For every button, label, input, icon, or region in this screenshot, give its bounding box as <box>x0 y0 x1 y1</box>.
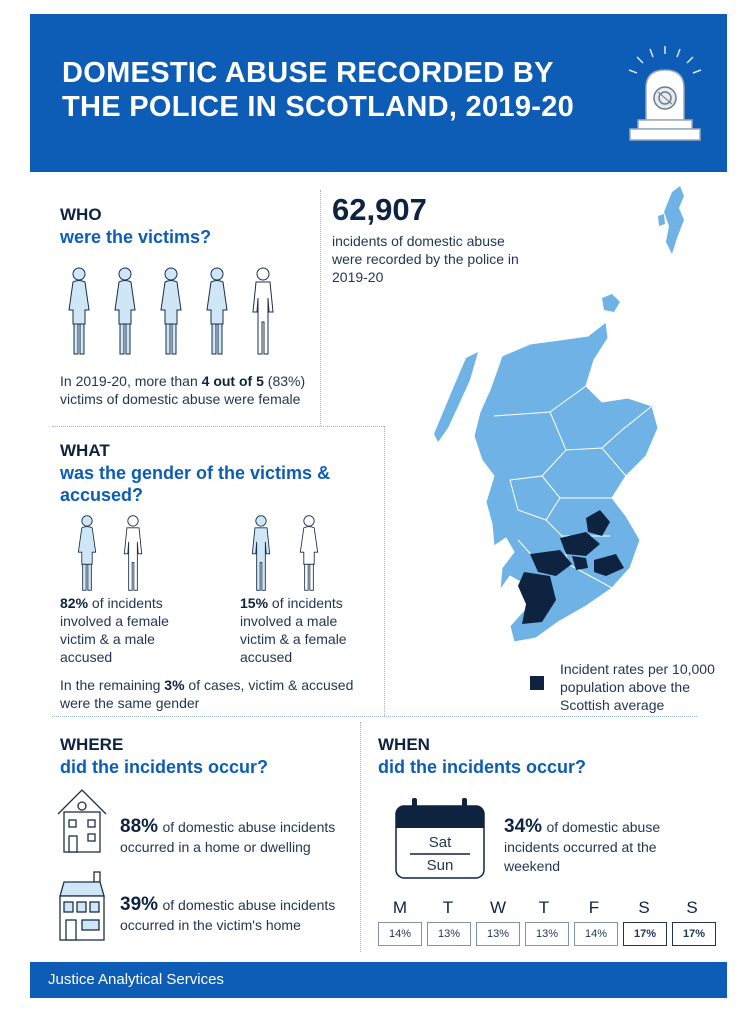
weekend-pct: 34% <box>504 816 543 837</box>
footer-bar <box>30 962 727 998</box>
map-legend-text: Incident rates per 10,000 population above the Scottish average <box>560 661 715 713</box>
female-figure-icon <box>296 514 322 592</box>
calendar-top-label: Sat <box>428 834 452 851</box>
header-banner <box>30 14 727 172</box>
siren-icon <box>620 40 710 152</box>
same-gender-post: of cases, victim & accused were the same gender <box>60 677 354 711</box>
same-gender-pre: In the remaining <box>60 677 165 693</box>
who-text <box>60 372 310 408</box>
day-percent-box: 17% <box>672 922 716 946</box>
day-letter: T <box>538 898 550 917</box>
what-subheading: was the gender of the victims & accused? <box>60 463 331 505</box>
victim-home-text: of domestic abuse incidents occurred in the victim's home <box>120 897 336 933</box>
scotland-map <box>390 180 720 650</box>
page-title: DOMESTIC ABUSE RECORDED BY THE POLICE IN SCOTLAND, 2019-20 <box>62 57 575 123</box>
male-figure-icon <box>248 266 278 356</box>
day-percent-box: 13% <box>525 922 569 946</box>
day-letter: S <box>686 898 698 917</box>
who-text-pre: In 2019-20, more than <box>60 373 202 389</box>
what-heading <box>60 440 360 506</box>
weekend-stat <box>504 816 714 876</box>
who-text-post: (83%) victims of domestic abuse were female <box>60 373 306 407</box>
when-heading-label: WHEN <box>378 735 430 754</box>
map-region-western-isles <box>434 352 478 442</box>
where-heading-label: WHERE <box>60 735 124 754</box>
divider-vertical-top <box>320 190 321 426</box>
legend-swatch <box>530 676 544 690</box>
dwelling-icon <box>54 870 110 942</box>
female-victim-text <box>60 594 180 666</box>
calendar-icon <box>394 796 486 880</box>
same-gender-text <box>60 676 370 712</box>
day-letter: M <box>392 898 408 917</box>
who-heading <box>60 204 211 248</box>
home-stat <box>120 816 350 857</box>
female-figure-icon <box>202 266 232 356</box>
divider-vertical-what <box>384 426 385 716</box>
footer-text: Justice Analytical Services <box>48 971 224 988</box>
female-victim-pct: 82% <box>60 595 89 611</box>
female-figure-icon <box>74 514 100 592</box>
male-victim-text <box>240 594 360 666</box>
map-region-mainland <box>474 322 658 642</box>
day-percent-box: 14% <box>574 922 618 946</box>
calendar-bottom-label: Sun <box>426 857 454 874</box>
who-subheading: were the victims? <box>60 227 212 247</box>
day-percent-box: 17% <box>623 922 667 946</box>
when-heading <box>378 734 586 778</box>
female-victim-desc: of incidents involved a female victim & a male accused <box>60 595 169 665</box>
day-letter: S <box>638 898 650 917</box>
victim-home-pct: 39% <box>120 894 159 915</box>
weekend-text: of domestic abuse incidents occurred at the weekend <box>504 819 661 874</box>
total-incidents-number: 62,907 <box>332 192 427 227</box>
day-letter: F <box>588 898 600 917</box>
day-letter: W <box>489 898 507 917</box>
map-region-shetland-isle <box>658 214 665 226</box>
male-figure-icon <box>120 514 146 592</box>
divider-horizontal-middle <box>52 716 697 717</box>
divider-vertical-bottom <box>360 722 361 952</box>
male-figure-icon <box>248 514 274 592</box>
male-victim-pct: 15% <box>240 595 269 611</box>
female-figure-icon <box>110 266 140 356</box>
day-percent-box: 13% <box>427 922 471 946</box>
who-text-bold: 4 out of 5 <box>201 373 264 389</box>
map-region-shetland <box>664 186 684 254</box>
day-percent-box: 14% <box>378 922 422 946</box>
total-incidents-text: incidents of domestic abuse were recorded by the police in 2019-20 <box>332 233 519 285</box>
home-text: of domestic abuse incidents occurred in a home or dwelling <box>120 819 336 855</box>
where-subheading: did the incidents occur? <box>60 757 269 777</box>
victim-home-stat <box>120 894 350 935</box>
divider-horizontal-who <box>52 426 384 427</box>
where-heading <box>60 734 268 778</box>
female-figure-icon <box>156 266 186 356</box>
day-percent-box: 13% <box>476 922 520 946</box>
house-icon <box>54 786 110 854</box>
day-letter: T <box>442 898 454 917</box>
same-gender-pct: 3% <box>164 677 185 693</box>
who-heading-label: WHO <box>60 205 102 224</box>
male-victim-desc: of incidents involved a male victim & a female accused <box>240 595 347 665</box>
female-figure-icon <box>64 266 94 356</box>
home-pct: 88% <box>120 816 159 837</box>
map-region-orkney <box>602 294 620 312</box>
when-subheading: did the incidents occur? <box>378 757 587 777</box>
what-heading-label: WHAT <box>60 441 110 460</box>
